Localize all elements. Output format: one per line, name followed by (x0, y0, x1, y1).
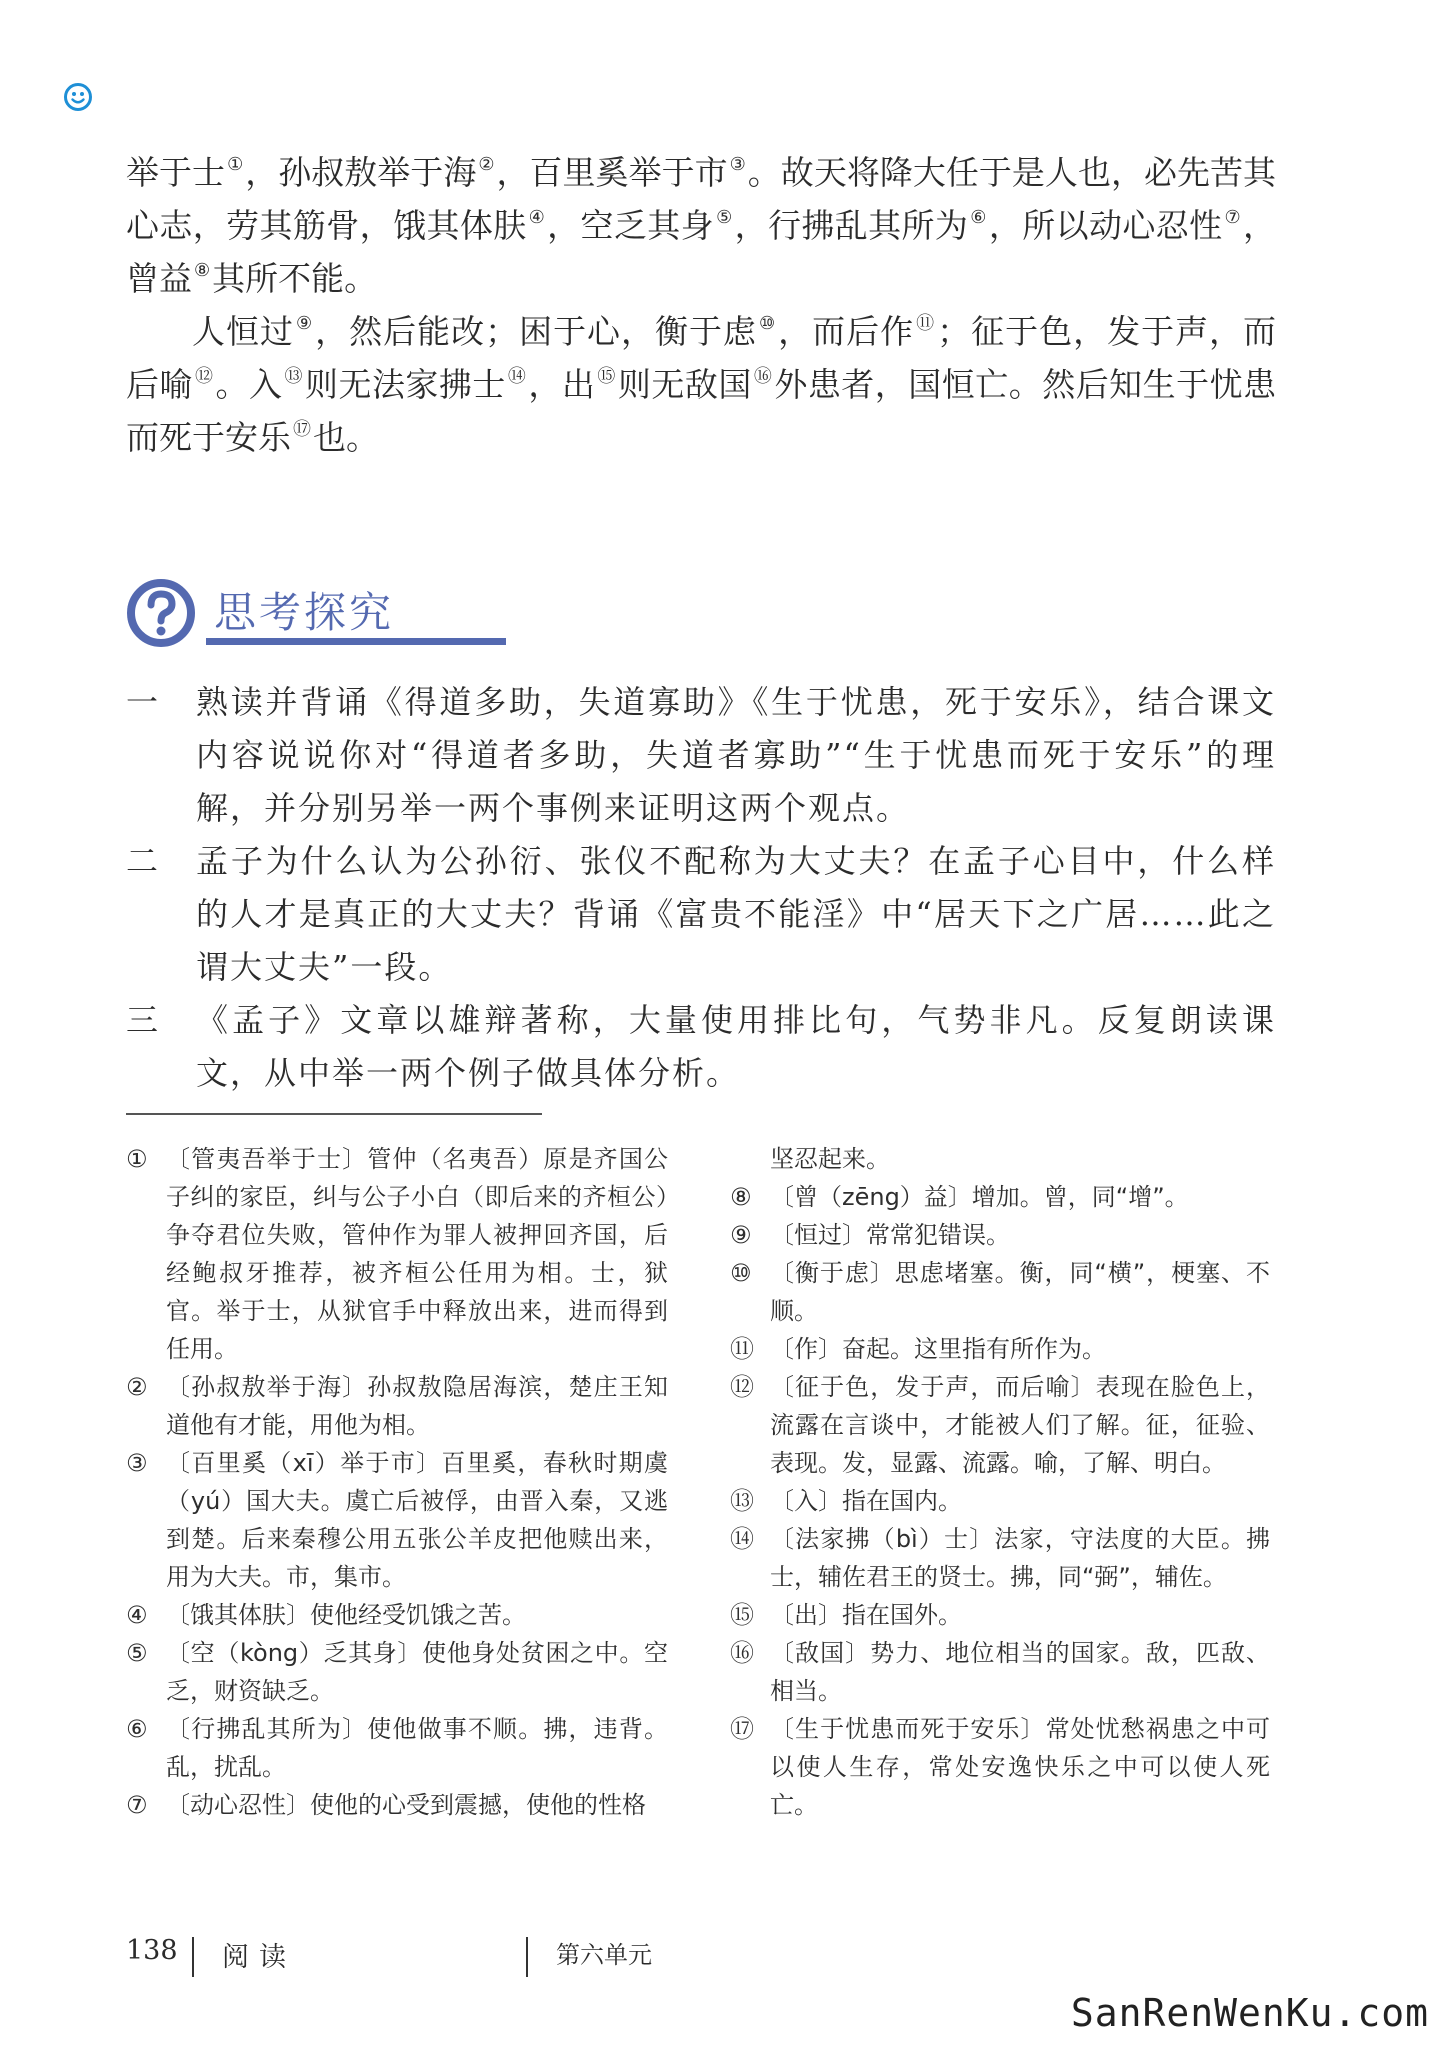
question-icon (126, 578, 196, 648)
page-footer (126, 1935, 926, 1985)
footnote-text: 〔空（kòng）乏其身〕使他身处贫困之中。空乏，财资缺乏。 (166, 1639, 668, 1705)
page-number: 138 (126, 1935, 178, 1966)
footnote (126, 1368, 668, 1444)
section-underline (206, 638, 506, 645)
footnote-divider (126, 1113, 542, 1115)
footnote-number: ⑨ (730, 1221, 752, 1249)
footnote (126, 1140, 668, 1368)
footnote-number: ⑬ (730, 1487, 754, 1515)
footnote-text: 〔恒过〕常常犯错误。 (770, 1221, 1010, 1249)
footnote-number: ⑧ (730, 1183, 752, 1211)
text-segment: 人恒过 (192, 312, 294, 351)
footnote (126, 1786, 668, 1824)
footnote-text: 坚忍起来。 (770, 1145, 890, 1173)
footnote-text: 〔敌国〕势力、地位相当的国家。敌，匹敌、相当。 (770, 1639, 1270, 1705)
footnote-marker: ① (227, 154, 244, 175)
footnote (730, 1520, 1270, 1596)
text-segment: 举于士 (126, 153, 226, 192)
footnote-text: 〔衡于虑〕思虑堵塞。衡，同“横”，梗塞、不顺。 (770, 1259, 1270, 1325)
question-item (126, 676, 1276, 835)
watermark: SanRenWenKu.com (1070, 1991, 1429, 2035)
question-number: 三 (126, 1001, 161, 1039)
question-text: 熟读并背诵《得道多助，失道寡助》《生于忧患，死于安乐》，结合课文内容说说你对“得道者多助，失道者寡助”“生于忧患而死于安乐”的理解，并分别另举一两个事例来证明这两个观点。 (196, 683, 1276, 827)
footnote (730, 1634, 1270, 1710)
footnote (730, 1710, 1270, 1824)
footnote (730, 1330, 1270, 1368)
footnotes-right-column (730, 1140, 1270, 1824)
footnote-marker: ⑤ (716, 207, 733, 228)
text-segment: 也。 (313, 418, 379, 457)
text-segment: ，孙叔敖举于海 (245, 153, 477, 192)
section-header (126, 578, 396, 650)
footnote (126, 1634, 668, 1710)
footnote (730, 1254, 1270, 1330)
text-segment: ，出 (528, 365, 596, 404)
text-paragraph-2 (126, 305, 1276, 464)
footnote-marker: ② (478, 154, 495, 175)
footnote-marker: ⑩ (759, 313, 777, 334)
footnote (126, 1596, 668, 1634)
text-segment: ，百里奚举于市 (496, 153, 728, 192)
footnote-number: ⑭ (730, 1525, 754, 1553)
footnote-text: 〔入〕指在国内。 (770, 1487, 962, 1515)
footnote-number: ① (126, 1145, 148, 1173)
footnote-text: 〔征于色，发于声，而后喻〕表现在脸色上，流露在言谈中，才能被人们了解。征，征验、表现。发，显露、流露。喻，了解、明白。 (770, 1373, 1270, 1477)
footnote (730, 1216, 1270, 1254)
text-segment: ；征于色，发于声，而后喻 (126, 312, 1277, 404)
footnote-marker: ③ (729, 154, 746, 175)
footnote-number: ⑫ (730, 1373, 754, 1401)
footnote (126, 1444, 668, 1596)
footnote-marker: ④ (528, 207, 546, 228)
footnote (730, 1596, 1270, 1634)
text-segment: 则无法家拂士 (304, 365, 506, 404)
footnote-marker: ⑭ (507, 366, 527, 387)
text-segment: ，所以动心忍性 (988, 206, 1223, 245)
footnote-marker: ⑪ (916, 313, 936, 334)
question-item (126, 835, 1276, 994)
footnote (730, 1140, 1270, 1178)
question-text: 孟子为什么认为公孙衍、张仪不配称为大丈夫？在孟子心目中，什么样的人才是真正的大丈夫？背诵《富贵不能淫》中“居天下之广居……此之谓大丈夫”一段。 (196, 842, 1276, 986)
footnote-text: 〔行拂乱其所为〕使他做事不顺。拂，违背。乱，扰乱。 (166, 1715, 668, 1781)
footnote-number: ⑰ (730, 1715, 754, 1743)
footnote-number: ⑥ (126, 1715, 148, 1743)
footnote-number: ⑯ (730, 1639, 754, 1667)
footnote-text: 〔作〕奋起。这里指有所作为。 (770, 1335, 1106, 1363)
text-segment: 其所不能。 (212, 259, 378, 298)
section-title: 思考探究 (214, 588, 395, 637)
footnotes-left-column (126, 1140, 668, 1824)
footnote-marker: ⑨ (295, 313, 314, 334)
main-text (126, 146, 1276, 464)
footnote-text: 〔动心忍性〕使他的心受到震撼，使他的性格 (166, 1791, 646, 1819)
footnote-number: ⑪ (730, 1335, 754, 1363)
footer-divider (526, 1937, 528, 1977)
footer-section-label: 阅读 (222, 1942, 296, 1973)
footnote (730, 1482, 1270, 1520)
footnote-text: 〔饿其体肤〕使他经受饥饿之苦。 (166, 1601, 526, 1629)
footer-divider (192, 1937, 194, 1977)
footnote-number: ⑩ (730, 1259, 752, 1287)
footnote-number: ③ (126, 1449, 148, 1477)
footnote-number: ② (126, 1373, 148, 1401)
text-paragraph-1 (126, 146, 1276, 305)
text-segment: ，曾益 (126, 206, 1277, 298)
question-item (126, 994, 1276, 1100)
footnote-text: 〔生于忧患而死于安乐〕常处忧愁祸患之中可以使人生存，常处安逸快乐之中可以使人死亡。 (770, 1715, 1270, 1819)
question-list (126, 676, 1276, 1100)
footnote-number: ⑮ (730, 1601, 754, 1629)
text-segment: 。故天将降大任于是人也，必先苦其心志，劳其筋骨，饿其体肤 (126, 153, 1277, 245)
footnote-text: 〔法家拂（bì）士〕法家，守法度的大臣。拂士，辅佐君王的贤士。拂，同“弼”，辅佐。 (770, 1525, 1270, 1591)
footnote-text: 〔曾（zēng）益〕增加。曾，同“增”。 (770, 1183, 1189, 1211)
footnote-marker: ⑯ (753, 366, 773, 387)
footnote (126, 1710, 668, 1786)
footnote (730, 1368, 1270, 1482)
smiley-icon (63, 82, 93, 112)
footnote-marker: ⑰ (293, 419, 311, 440)
footnote-text: 〔管夷吾举于士〕管仲（名夷吾）原是齐国公子纠的家臣，纠与公子小白（即后来的齐桓公）争夺君位失败，管仲作为罪人被押回齐国，后经鲍叔牙推荐，被齐桓公任用为相。士，狱官。举于士，从狱官手中释放出来，进而得到任用。 (166, 1145, 668, 1363)
text-segment: 。入 (215, 365, 283, 404)
text-segment: ，而后作 (778, 312, 915, 351)
footnote-marker: ⑥ (970, 207, 987, 228)
text-segment: ，空乏其身 (547, 206, 715, 245)
footnote-marker: ⑬ (284, 366, 303, 387)
text-segment: 则无敌国 (617, 365, 752, 404)
footnote-marker: ⑫ (194, 366, 214, 387)
footnote-number: ⑦ (126, 1791, 148, 1819)
footnote-marker: ⑦ (1224, 207, 1242, 228)
footnote-number: ⑤ (126, 1639, 148, 1667)
footnote-marker: ⑮ (597, 366, 616, 387)
text-segment: ，行拂乱其所为 (734, 206, 969, 245)
footnote-number: ④ (126, 1601, 148, 1629)
text-segment: 外患者，国恒亡。然后知生于忧患而死于安乐 (126, 365, 1277, 457)
text-segment: ，然后能改；困于心，衡于虑 (315, 312, 758, 351)
footer-unit-label: 第六单元 (556, 1941, 652, 1969)
question-text: 《孟子》文章以雄辩著称，大量使用排比句，气势非凡。反复朗读课文，从中举一两个例子做具体分析。 (196, 1001, 1276, 1092)
question-number: 二 (126, 842, 161, 880)
footnote-text: 〔出〕指在国外。 (770, 1601, 962, 1629)
footnote-marker: ⑧ (194, 260, 211, 281)
question-number: 一 (126, 683, 161, 721)
footnote (730, 1178, 1270, 1216)
footnote-text: 〔孙叔敖举于海〕孙叔敖隐居海滨，楚庄王知道他有才能，用他为相。 (166, 1373, 668, 1439)
footnote-text: 〔百里奚（xī）举于市〕百里奚，春秋时期虞（yú）国大夫。虞亡后被俘，由晋入秦，又逃到楚。后来秦穆公用五张公羊皮把他赎出来，用为大夫。市，集市。 (166, 1449, 668, 1591)
